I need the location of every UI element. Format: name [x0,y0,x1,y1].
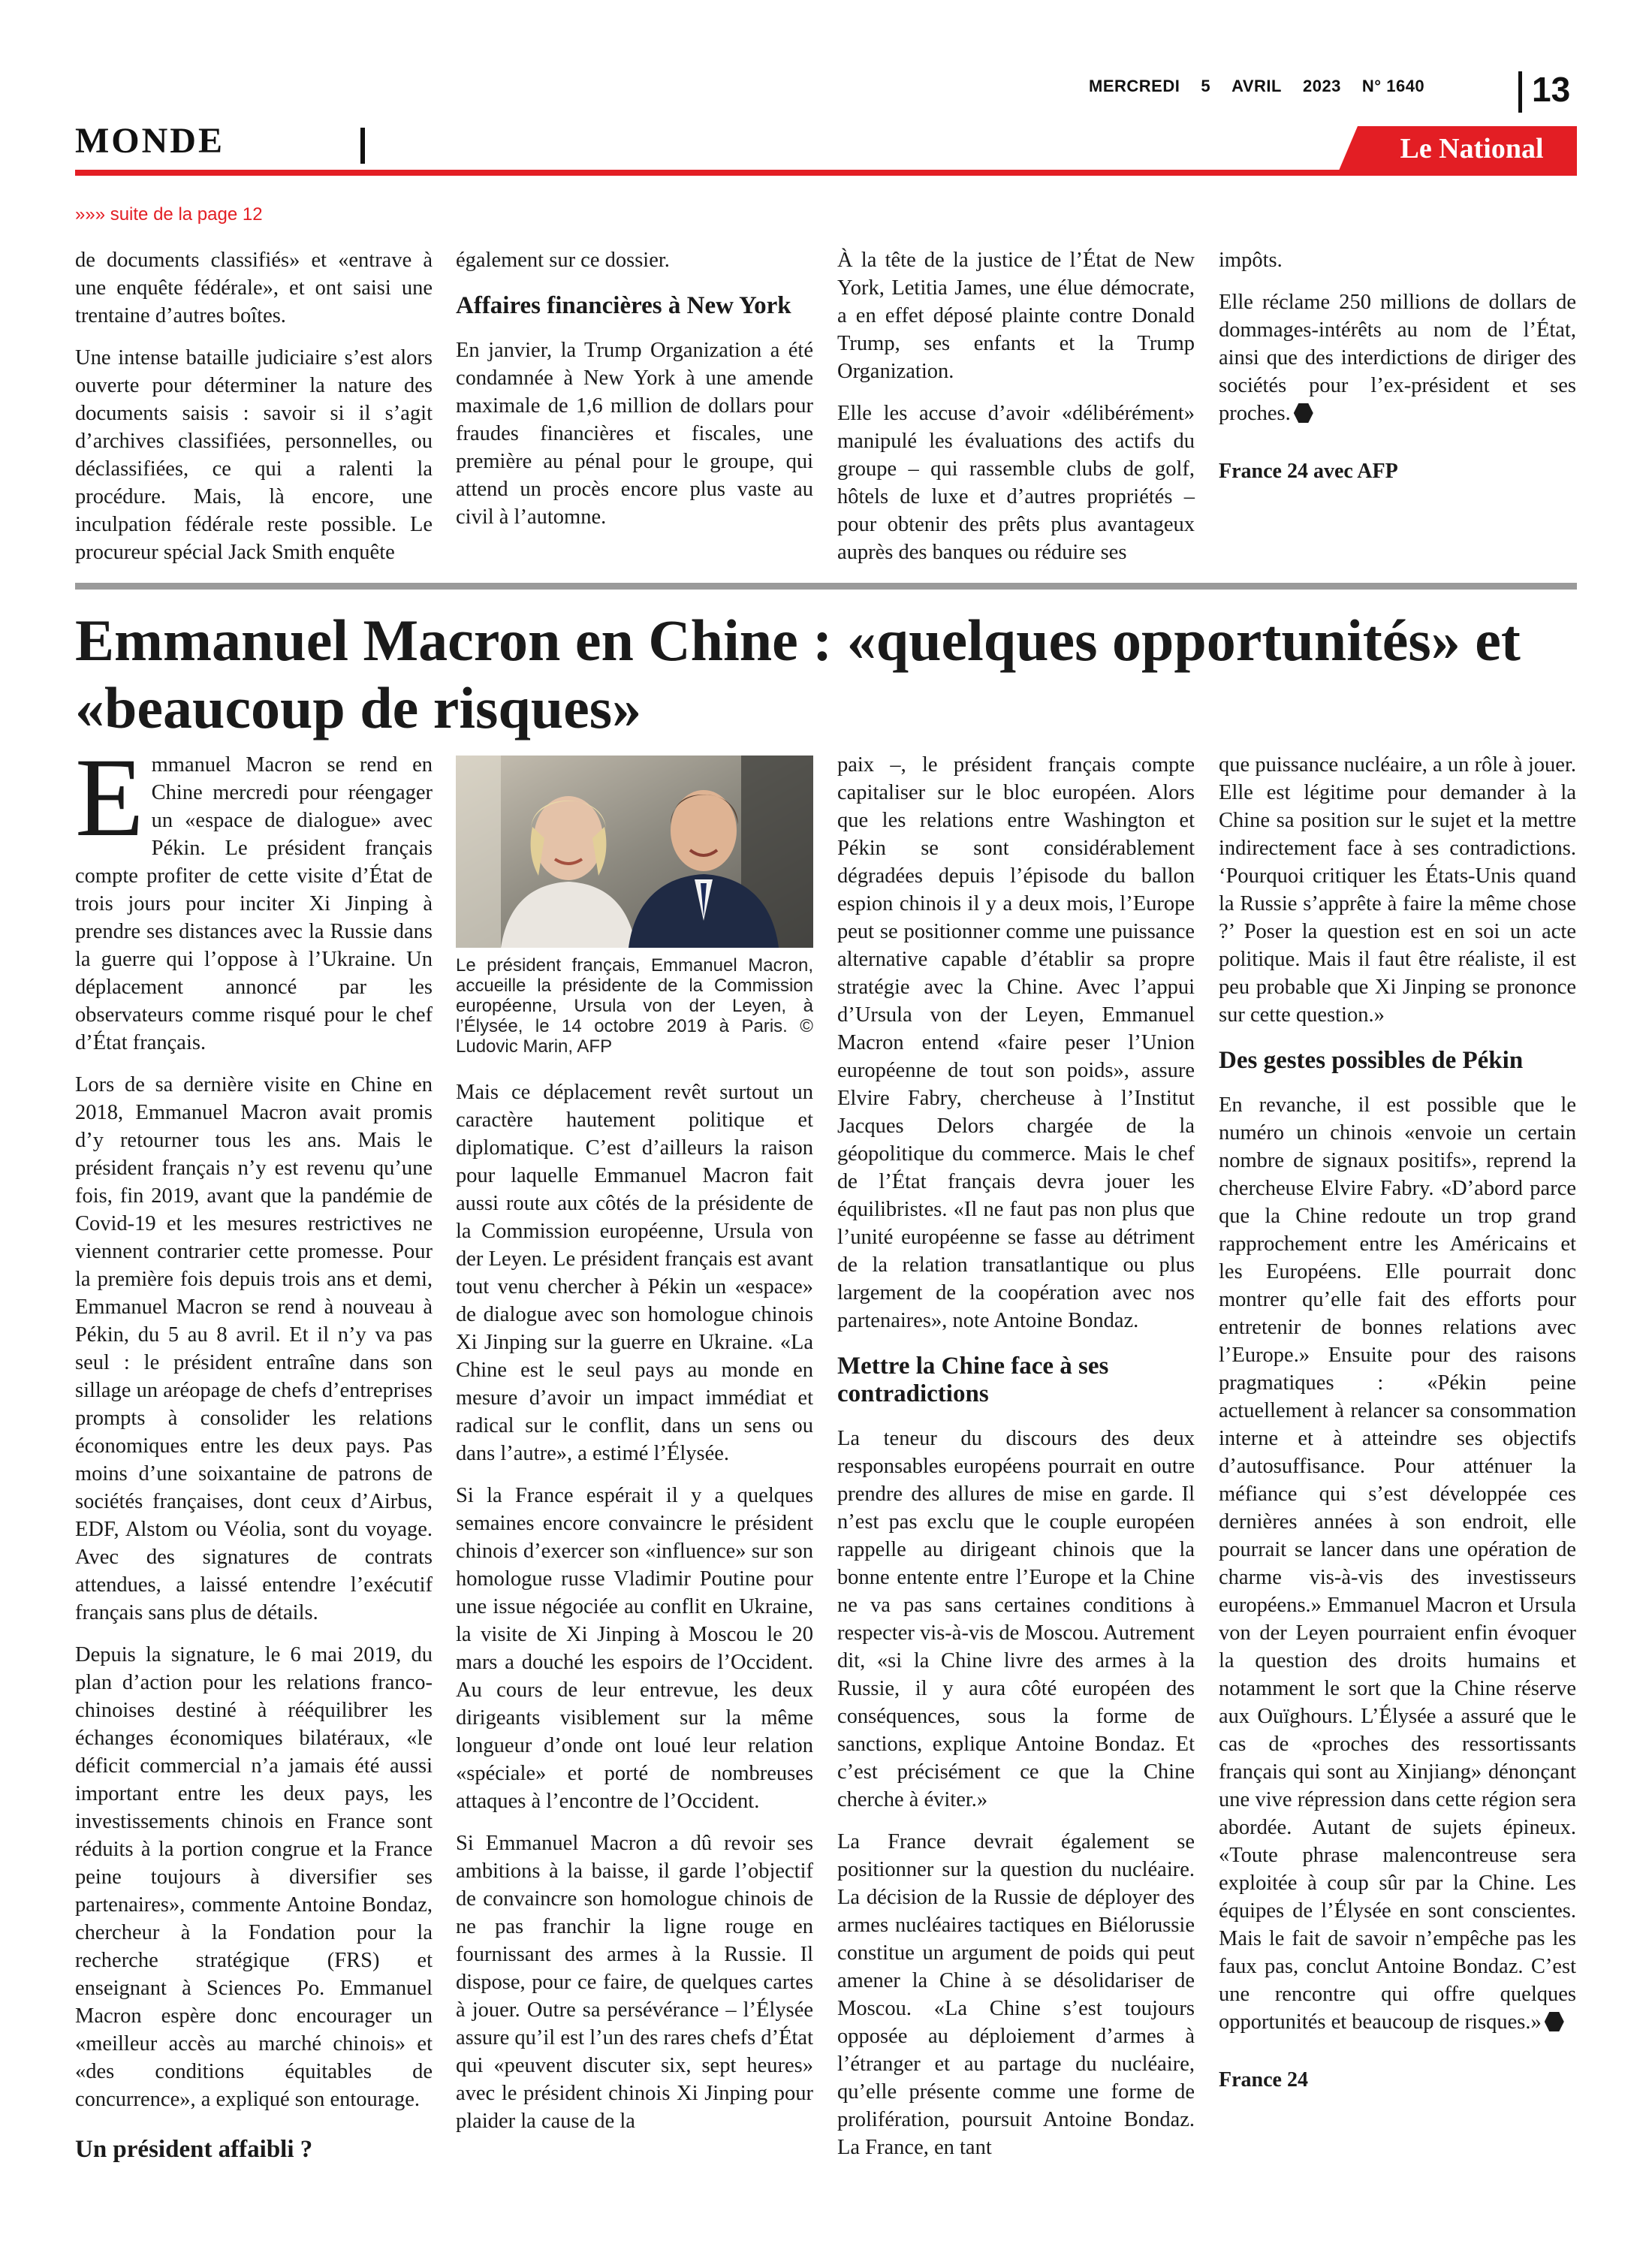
paragraph [1219,288,1576,427]
paragraph-text: mmanuel Macron se rend en Chine mercredi pour réengager un «espace de dialogue» avec Pékin. Le président français compte profiter de cette visite d’État de trois jours pour inciter Xi Jinping à prendre ses distances avec la Russie dans la guerre qui l’oppose à l’Ukraine. Un déplacement annoncé par les observateurs comme risqué pour le chef d’État français. [75,753,433,1054]
paragraph: également sur ce dossier. [456,249,670,272]
paragraph: que puissance nucléaire, a un rôle à jouer. Elle est légitime pour demander à la Chine sa position sur le sujet et la mettre indirectement face à ses contradictions. ‘Pourquoi critiquer les États-Unis quand la Russie s’apprête à faire la même chose ?’ Poser la question est en soi un acte politique. Mais il faut être réaliste, il est peu probable que Xi Jinping se prononce sur cette question.» [1219,753,1576,1027]
paragraph-text: En revanche, il est possible que le numéro un chinois «envoie un certain nombre de signaux positifs», reprend la chercheuse Elvire Fabry. «D’abord parce que la Chine redoute un trop grand rapprochement entre les Américains et les Européens. Elle pourrait donc montrer qu’elle fait des efforts pour entretenir de bonnes relations avec l’Europe.» Ensuite pour des raisons pragmatiques : «Pékin peine actuellement à relancer sa consommation interne et à atteindre ses objectifs d’autosuffisance. Pour atténuer la méfiance qui s’est développée ces dernières années à son endroit, elle pourrait se lancer dans une opération de charme vis-à-vis des investisseurs européens.» Emmanuel Macron et Ursula von der Leyen pourraient enfin évoquer la question des droits humains et notamment le sort que la Chine réserve aux Ouïghours. L’Élysée a assuré que le cas de «proches des ressortissants français qui sont au Xinjiang» dénonçant une vive répression dans cette région sera abordée. Autant de sujets épineux. «Toute phrase malencontreuse sera exploitée à coup sûr par la Chine. Les équipes de l’Élysée en sont conscientes. Mais le fait de savoir n’empêche pas les faux pas, conclut Antoine Bondaz. C’est une rencontre qui offre quelques opportunités et beaucoup de risques.» [1219,1093,1576,2034]
paragraph: La France devrait également se positionner sur la question du nucléaire. La décision de la Russie de déployer des armes nucléaires tactiques en Biélorussie constitue un argument de poids qui peut amener la Chine à se désolidariser de Moscou. «La Chine s’est toujours opposée au déploiement d’armes à l’étranger et au partage du nucléaire, qu’elle présente comme une forme de prolifération, poursuit Antoine Bondaz. La France, en tant [837,1830,1195,2159]
issue-month: AVRIL [1231,77,1282,95]
section-title: MONDE [75,121,225,161]
paragraph: Elle les accuse d’avoir «délibérément» manipulé les évaluations des actifs du groupe – qui rassemble clubs de golf, hôtels de luxe et d’autres propriétés – pour obtenir des prêts plus avantageux auprès des banques ou réduire ses [837,402,1195,564]
continued-from-label[interactable]: »»» suite de la page 12 [75,204,263,225]
subheading: Affaires financières à New York [456,292,791,319]
issue-date-number: 5 [1201,77,1211,95]
paragraph [1219,1091,1576,2036]
page-number-divider [1518,71,1522,113]
issue-year: 2023 [1302,77,1341,95]
photo-caption: Le président français, Emmanuel Macron, accueille la présidente de la Commission européenne, Ursula von der Leyen, à l’Élysée, le 14 octobre 2019 à Paris. © Ludovic Marin, AFP [456,955,813,1057]
paragraph: impôts. [1219,249,1283,272]
main-article-column-1 [75,735,433,2180]
issue-date-line [1089,77,1424,96]
paragraph: Si la France espérait il y a quelques semaines encore convaincre le président chinois d’exercer son «influence» sur son homologue russe Vladimir Poutine pour une issue négociée au conflit en Ukraine, la visite de Xi Jinping à Moscou le 20 mars a douché les espoirs de l’Occident. Au cours de leur entrevue, les deux dirigeants visiblement sur la même longueur d’onde ont loué leur relation «spéciale» et porté de nombreuses attaques à l’encontre de l’Occident. [456,1484,813,1813]
top-article-column-3 [837,246,1195,581]
paragraph: La teneur du discours des deux responsables européens pourrait en outre prendre des allures de mise en garde. Il n’est pas exclu que le couple européen rappelle au dirigeant chinois que la bonne entente entre l’Europe et la Chine ne va pas sans certaines conditions à respecter vis-à-vis de Moscou. Autrement dit, «si la Chine livre des armes à la Russie, il y aura côté européen des conséquences, sous la forme de sanctions, explique Antoine Bondaz. Et c’est précisément ce que la Chine cherche à éviter.» [837,1427,1195,1811]
article-headline: Emmanuel Macron en Chine : «quelques opportunités» et «beaucoup de risques» [75,608,1521,740]
issue-day: MERCREDI [1089,77,1180,95]
main-article-column-2 [456,1078,813,2149]
top-article-column-4 [1219,246,1576,485]
paragraph: Une intense bataille judiciaire s’est alors ouverte pour déterminer la nature des documents saisis : savoir si il s’agit d’archives classifiées, personnelles, ou déclassifiées, ce qui a ralenti la procédure. Mais, là encore, une inculpation fédérale reste possible. Le procureur spécial Jack Smith enquête [75,346,433,564]
article-photo [456,756,813,948]
paragraph: Mais ce déplacement revêt surtout un caractère hautement politique et diplomatique. C’est d’ailleurs la raison pour laquelle Emmanuel Macron fait aussi route aux côtés de la présidente de la Commission européenne, Ursula von der Leyen. Le président français est avant tout venu chercher à Pékin un «espace» de dialogue avec son homologue chinois Xi Jinping sur la guerre en Ukraine. «La Chine est le seul pays au monde en mesure d’avoir un impact immédiat et radical sur le conflit, dans un sens ou dans l’autre», a estimé l’Élysée. [456,1081,813,1465]
paragraph: paix –, le président français compte capitaliser sur le bloc européen. Alors que les relations entre Washington et Pékin se sont considérablement dégradées depuis l’épisode du ballon espion chinois il y a deux mois, l’Europe peut se positionner comme une puissance alternative capable d’établir sa propre stratégie avec la Chine. Avec l’appui d’Ursula von der Leyen, Emmanuel Macron entend «faire peser l’Union européenne de tout son poids», assure Elvire Fabry, chercheuse à l’Institut Jacques Delors chargée de la géopolitique du commerce. Mais le chef de l’État français devra jouer les équilibristes. «Il ne faut pas non plus que l’unité européenne se fasse au détriment de la relation transatlantique ou plus largement de la coopération avec nos partenaires», note Antoine Bondaz. [837,753,1195,1332]
main-article-column-4 [1219,751,1576,2094]
subheading: Mettre la Chine face à ses contradictions [837,1353,1109,1407]
paragraph: Lors de sa dernière visite en Chine en 2018, Emmanuel Macron avait promis d’y retourner tous les ans. Mais le président français n’y est revenu qu’une fois, fin 2019, avant que la pandémie de Covid-19 et les mesures restrictives ne viennent contrarier cette promesse. Pour la première fois depuis trois ans et demi, Emmanuel Macron se rend à nouveau à Pékin, du 5 au 8 avril. Et il n’y va pas seul : le président entraîne dans son sillage un aréopage de chefs d’entreprises prompts à consolider les relations économiques entre les deux pays. Pas moins d’une soixantaine de patrons de sociétés françaises, dont ceux d’Airbus, EDF, Alstom ou Véolia, sont du voyage. Avec des signatures de contrats attendues, a laissé entendre l’exécutif français sans plus de détails. [75,1073,433,1624]
main-article-column-3 [837,751,1195,2176]
page-number: 13 [1532,70,1571,109]
paragraph: Depuis la signature, le 6 mai 2019, du plan d’action pour les relations franco-chinoises destiné à rééquilibrer les échanges économiques bilatéraux, «le déficit commercial n’a jamais été aussi important entre les deux pays, les investissements chinois en France sont réduits à la portion congrue et la France peine toujours à diversifier ses partenaires», commente Antoine Bondaz, chercheur à la Fondation pour la recherche stratégique (FRS) et enseignant à Sciences Po. Emmanuel Macron espère donc encourager un «meilleur accès au marché chinois» et «des conditions équitables de concurrence», a expliqué son entourage. [75,1643,433,2111]
article-credit: France 24 [1219,2068,1308,2092]
article-separator-rule [75,583,1577,590]
paragraph: de documents classifiés» et «entrave à une enquête fédérale», et ont saisi une trentaine d’autres boîtes. [75,249,433,327]
subheading: Un président affaibli ? [75,2136,313,2163]
paragraph: En janvier, la Trump Organization a été condamnée à New York à une amende maximale de 1,6 million de dollars pour fraudes financières et fiscales, une première au pénal pour le groupe, qui attend un procès encore plus vaste au civil à l’automne. [456,339,813,529]
drop-cap: E [75,735,144,860]
top-article-column-2 [456,246,813,545]
paragraph: À la tête de la justice de l’État de New York, Letitia James, une élue démocrate, a en effet déposé plainte contre Donald Trump, ses enfants et la Trump Organization. [837,249,1195,383]
issue-number: N° 1640 [1361,77,1425,95]
top-article-column-1 [75,246,433,581]
end-of-article-icon [1294,403,1313,423]
subheading: Des gestes possibles de Pékin [1219,1047,1524,1074]
section-title-divider [360,128,365,164]
end-of-article-icon [1545,2012,1564,2031]
paragraph-text: Elle réclame 250 millions de dollars de dommages-intérêts au nom de l’État, ainsi que des interdictions de diriger des sociétés pour l’ex-président et ses proches. [1219,291,1576,425]
paragraph: Si Emmanuel Macron a dû revoir ses ambitions à la baisse, il garde l’objectif de convaincre son homologue chinois de ne pas franchir la ligne rouge en fournissant des armes à la Russie. Il dispose, pour ce faire, de quelques cartes à jouer. Outre sa persévérance – l’Élysée assure qu’il est l’un des rares chefs d’État qui «peuvent discuter six, sept heures» avec le président chinois Xi Jinping pour plaider la cause de la [456,1832,813,2133]
lead-paragraph [75,735,433,1057]
article-credit: France 24 avec AFP [1219,460,1398,483]
newspaper-brand: Le National [1400,133,1544,164]
